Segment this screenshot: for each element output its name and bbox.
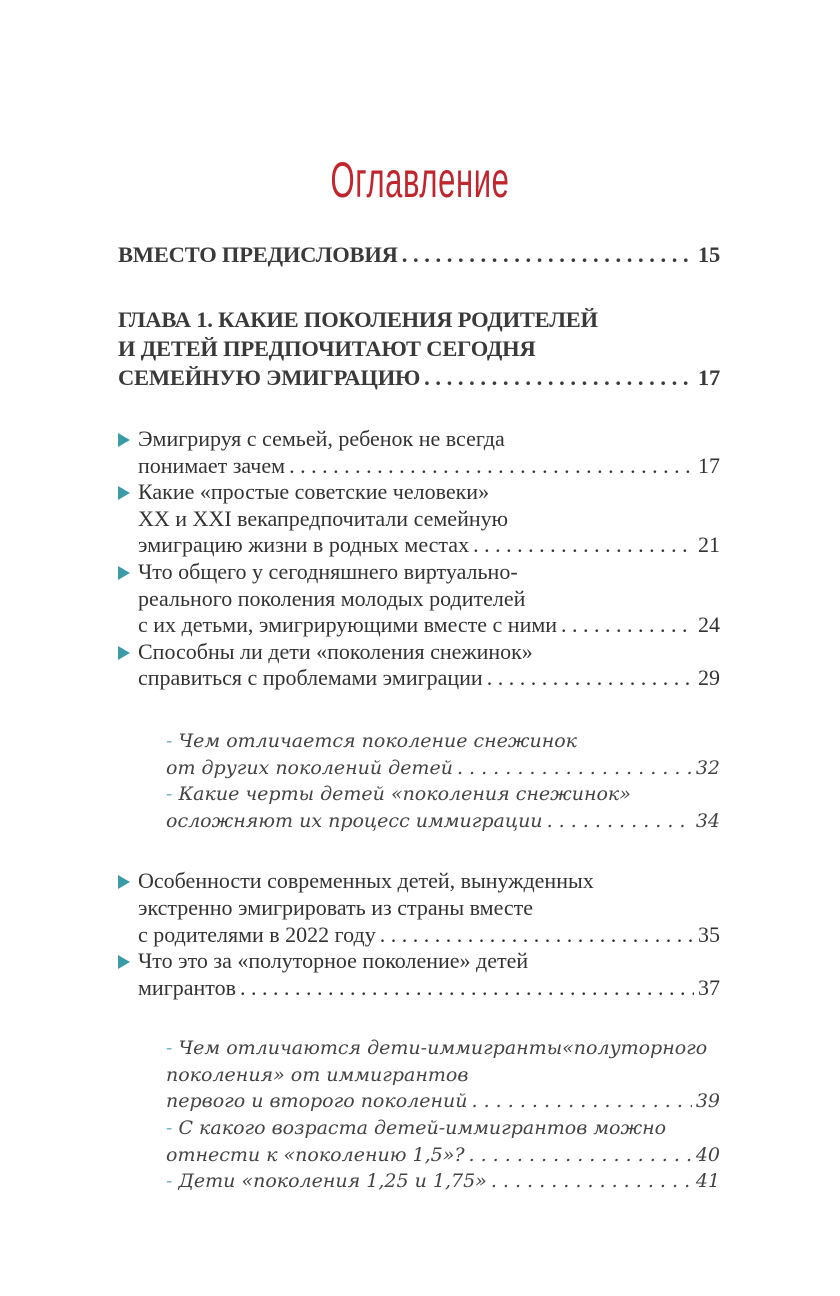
entry-title-line: Какие «простые советские человеки» bbox=[138, 479, 490, 505]
triangle-bullet-icon bbox=[118, 955, 130, 969]
entry-title-line: Какие черты детей «поколения снежинок» bbox=[178, 783, 631, 806]
entry-title-line: поколения» от иммигрантов bbox=[166, 1063, 469, 1086]
entry-title-line: Чем отличается поколение снежинок bbox=[178, 729, 578, 752]
entry-title-line: Эмигрируя с семьей, ребенок не всегда bbox=[138, 426, 505, 451]
leader-dots bbox=[561, 612, 694, 639]
page-number: 17 bbox=[698, 452, 720, 478]
entry-title-line: Дети «поколения 1,25 и 1,75» bbox=[178, 1170, 487, 1193]
subsection-list-b bbox=[166, 1035, 720, 1195]
leader-dots bbox=[240, 975, 694, 1002]
leader-dots bbox=[469, 1142, 692, 1169]
entry-title-line: с родителями в 2022 году bbox=[138, 921, 376, 947]
toc-entry-subsection[interactable] bbox=[166, 781, 720, 834]
dash-bullet-icon: - bbox=[166, 1170, 173, 1193]
toc-entry-section[interactable] bbox=[118, 948, 720, 1001]
page-number: 35 bbox=[698, 921, 720, 947]
triangle-bullet-icon bbox=[118, 566, 130, 580]
entry-title-line: от других поколений детей bbox=[166, 756, 453, 779]
page-number: 34 bbox=[695, 809, 720, 832]
subsection-list-a bbox=[166, 728, 720, 834]
triangle-bullet-icon bbox=[118, 875, 130, 889]
entry-title-line: экстренно эмигрировать из страны вместе bbox=[138, 894, 534, 920]
entry-title-line: отнести к «поколению 1,5»? bbox=[166, 1143, 465, 1166]
leader-dots bbox=[547, 808, 692, 835]
entry-title-line: XX и XXI векапредпочитали семейную bbox=[138, 505, 509, 531]
entry-title-line: понимает зачем bbox=[138, 452, 286, 478]
toc-entry-subsection[interactable] bbox=[166, 1115, 720, 1168]
section-list-b bbox=[118, 868, 720, 1001]
toc-entry-section[interactable] bbox=[118, 426, 720, 479]
toc-entry-section[interactable] bbox=[118, 868, 720, 948]
page-number: 21 bbox=[698, 532, 720, 558]
leader-dots bbox=[289, 453, 694, 480]
toc-entry-section[interactable] bbox=[118, 479, 720, 559]
entry-title-line: Что это за «полуторное поколение» детей bbox=[138, 948, 529, 974]
page-number: 40 bbox=[695, 1143, 720, 1166]
leader-dots bbox=[473, 532, 694, 559]
page-title: Оглавление bbox=[330, 152, 510, 208]
entry-title-line: СЕМЕЙНУЮ ЭМИГРАЦИЮ bbox=[118, 365, 421, 390]
section-list-a bbox=[118, 426, 720, 692]
toc-entry-section[interactable] bbox=[118, 639, 720, 692]
entry-title-line: справиться с проблемами эмиграции bbox=[138, 665, 483, 691]
leader-dots bbox=[487, 665, 694, 692]
entry-title-line: с их детьми, эмигрирующими вместе с ними bbox=[138, 612, 558, 638]
toc-entry-preface[interactable] bbox=[118, 240, 720, 269]
dash-bullet-icon: - bbox=[166, 783, 173, 806]
entry-title-line: С какого возраста детей-иммигрантов можно bbox=[178, 1117, 667, 1140]
leader-dots bbox=[457, 755, 692, 782]
entry-title-line: Что общего у сегодняшнего виртуально- bbox=[138, 558, 518, 584]
entry-title-line: эмиграцию жизни в родных местах bbox=[138, 532, 470, 558]
entry-title: ВМЕСТО ПРЕДИСЛОВИЯ bbox=[118, 242, 398, 267]
page-number: 39 bbox=[695, 1090, 720, 1113]
page-number: 17 bbox=[697, 365, 720, 390]
toc-entry-section[interactable] bbox=[118, 559, 720, 639]
leader-dots bbox=[380, 922, 694, 949]
entry-title-line: Особенности современных детей, вынужденных bbox=[138, 868, 594, 894]
triangle-bullet-icon bbox=[118, 646, 130, 660]
dash-bullet-icon: - bbox=[166, 729, 173, 752]
leader-dots bbox=[402, 240, 694, 269]
toc-entry-subsection[interactable] bbox=[166, 728, 720, 781]
entry-title-line: И ДЕТЕЙ ПРЕДПОЧИТАЮТ СЕГОДНЯ bbox=[118, 336, 536, 361]
entry-title-line: реального поколения молодых родителей bbox=[138, 585, 526, 611]
dash-bullet-icon: - bbox=[166, 1037, 173, 1060]
entry-title-line: Способны ли дети «поколения снежинок» bbox=[138, 638, 533, 664]
entry-title-line: мигрантов bbox=[138, 974, 236, 1000]
entry-title-line: первого и второго поколений bbox=[166, 1090, 468, 1113]
page-number: 29 bbox=[698, 665, 720, 691]
dash-bullet-icon: - bbox=[166, 1117, 173, 1140]
table-of-contents bbox=[118, 240, 720, 1195]
toc-entry-subsection[interactable] bbox=[166, 1035, 720, 1115]
entry-title-line: ГЛАВА 1. КАКИЕ ПОКОЛЕНИЯ РОДИТЕЛЕЙ bbox=[118, 307, 598, 332]
entry-title-line: осложняют их процесс иммиграции bbox=[166, 809, 543, 832]
entry-title-line: Чем отличаются дети-иммигранты«полуторного bbox=[178, 1037, 708, 1060]
leader-dots bbox=[472, 1088, 692, 1115]
page-number: 41 bbox=[695, 1170, 720, 1193]
leader-dots bbox=[424, 363, 694, 392]
toc-entry-subsection[interactable] bbox=[166, 1168, 720, 1195]
page-number: 32 bbox=[695, 756, 720, 779]
leader-dots bbox=[491, 1168, 692, 1195]
toc-entry-chapter-1[interactable] bbox=[118, 305, 720, 392]
page-number: 37 bbox=[698, 974, 720, 1000]
page-number: 15 bbox=[697, 242, 720, 267]
page-number: 24 bbox=[698, 612, 720, 638]
triangle-bullet-icon bbox=[118, 433, 130, 447]
triangle-bullet-icon bbox=[118, 486, 130, 500]
